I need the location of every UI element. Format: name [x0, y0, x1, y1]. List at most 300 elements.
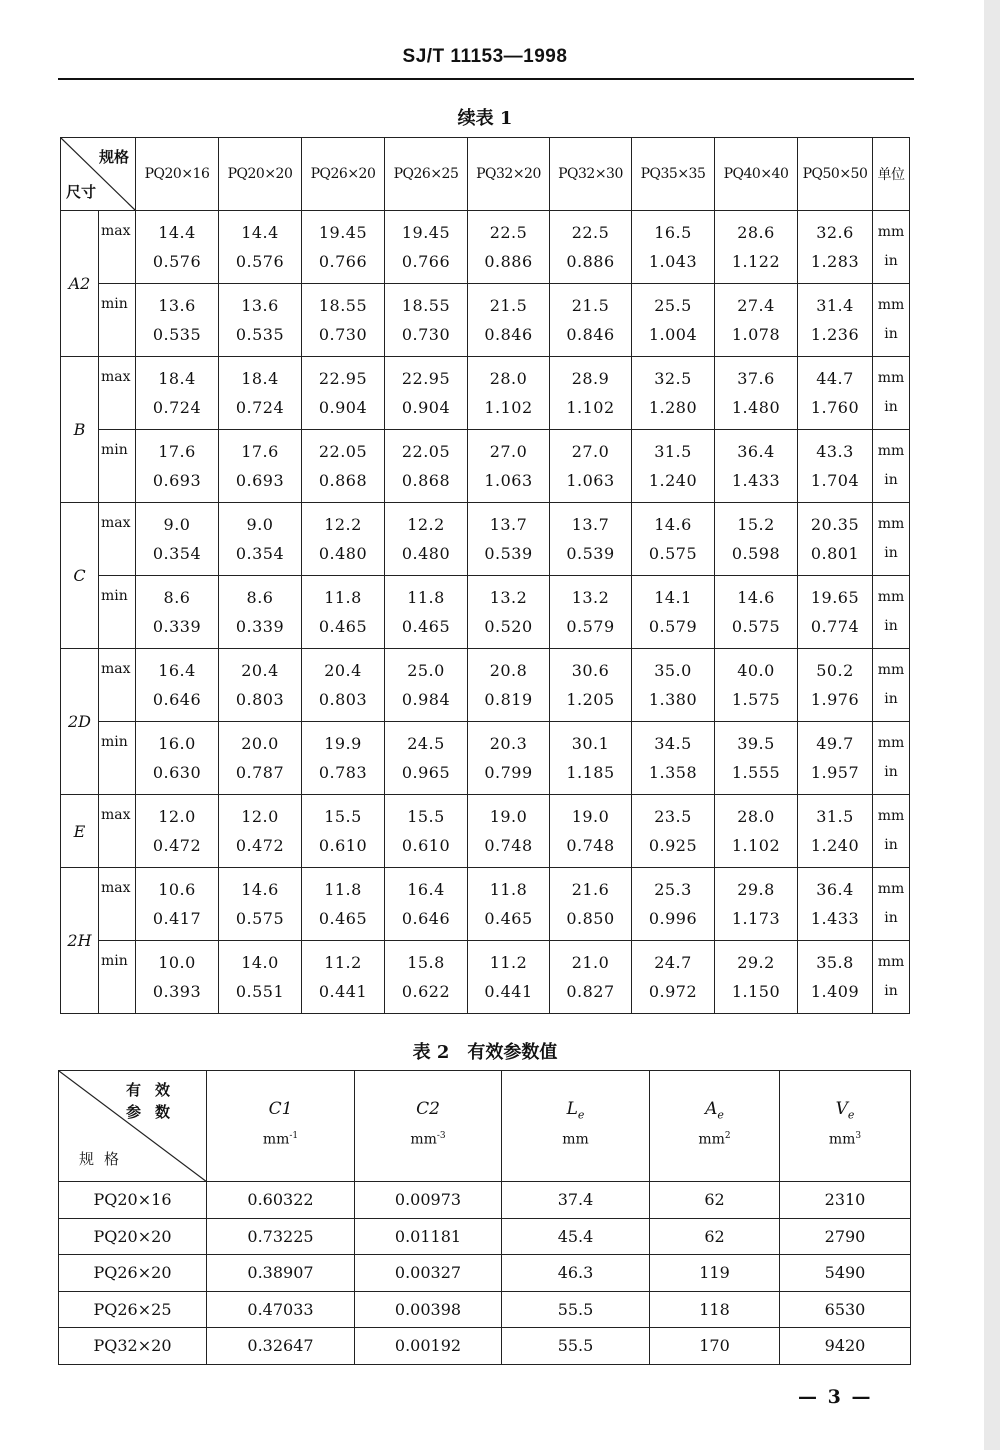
value-mm: 13.2	[489, 588, 528, 607]
value-in: 0.904	[318, 398, 368, 417]
value-in: 1.185	[566, 763, 615, 782]
column-header: PQ20×16	[136, 138, 219, 211]
value-mm: 17.6	[158, 442, 196, 461]
value-mm: 25.0	[407, 661, 445, 680]
value-cell	[468, 576, 550, 649]
table-row	[61, 649, 910, 722]
value-cell	[632, 357, 715, 430]
value-mm: 32.6	[816, 223, 854, 242]
param-name	[355, 1099, 501, 1121]
param-unit-base: mm	[262, 1132, 290, 1149]
limit-label: max	[99, 357, 136, 430]
value-mm: 23.5	[654, 807, 692, 826]
value-mm: 27.4	[737, 296, 775, 315]
unit-in: in	[884, 326, 898, 342]
value-in: 1.043	[648, 252, 698, 271]
param-unit-base: mm	[828, 1132, 856, 1149]
value-mm: 15.8	[407, 953, 445, 972]
table2-caption: 表 2 有效参数值	[412, 1042, 558, 1063]
value-mm: 11.2	[489, 953, 528, 972]
value-in: 0.886	[566, 252, 615, 271]
unit-in: in	[884, 618, 898, 634]
value-cell	[550, 868, 632, 941]
value-cell	[302, 357, 385, 430]
corner-param-line1: 有效	[125, 1081, 184, 1099]
param-name	[780, 1099, 910, 1121]
value-in: 0.904	[401, 398, 451, 417]
value-mm: 11.2	[324, 953, 362, 972]
dimension-label: 2H	[61, 868, 99, 1014]
value-in: 1.280	[648, 398, 698, 417]
limit-label: min	[99, 430, 136, 503]
value-mm: 14.4	[158, 223, 196, 242]
value-in: 1.555	[731, 763, 781, 782]
value-cell	[550, 722, 632, 795]
limit-label: min	[99, 284, 136, 357]
value-cell	[550, 430, 632, 503]
dimension-label: B	[61, 357, 99, 503]
value-cell	[550, 357, 632, 430]
unit-cell	[873, 795, 910, 868]
value-cell: 2310	[780, 1182, 911, 1219]
value-cell: 55.5	[502, 1291, 650, 1328]
value-cell	[219, 503, 302, 576]
value-mm: 28.0	[489, 369, 528, 388]
dimension-label: C	[61, 503, 99, 649]
value-cell	[302, 211, 385, 284]
value-mm: 22.05	[318, 442, 368, 461]
value-cell	[798, 722, 873, 795]
value-mm: 22.05	[401, 442, 451, 461]
value-cell	[798, 284, 873, 357]
value-mm: 36.4	[816, 880, 854, 899]
value-cell	[715, 795, 798, 868]
value-in: 0.551	[235, 982, 285, 1001]
value-in: 0.730	[318, 325, 368, 344]
value-cell	[468, 430, 550, 503]
value-in: 1.173	[731, 909, 781, 928]
column-header: PQ50×50	[798, 138, 873, 211]
value-cell	[302, 576, 385, 649]
value-mm: 27.0	[571, 442, 610, 461]
limit-label: max	[99, 503, 136, 576]
value-cell	[468, 503, 550, 576]
value-mm: 19.9	[324, 734, 362, 753]
value-mm: 9.0	[246, 515, 274, 534]
value-in: 0.598	[731, 544, 781, 563]
value-cell	[715, 430, 798, 503]
unit-cell	[873, 576, 910, 649]
value-mm: 30.1	[571, 734, 610, 753]
value-in: 0.354	[235, 544, 285, 563]
value-cell	[302, 430, 385, 503]
value-cell	[219, 284, 302, 357]
param-name	[650, 1099, 779, 1121]
value-cell	[468, 284, 550, 357]
param-symbol: L	[566, 1099, 578, 1119]
value-in: 0.886	[484, 252, 533, 271]
param-unit	[355, 1131, 501, 1148]
corner-param-label	[126, 1079, 184, 1123]
value-mm: 50.2	[816, 661, 854, 680]
param-header	[355, 1071, 502, 1182]
value-mm: 25.3	[654, 880, 692, 899]
table-row	[61, 576, 910, 649]
value-cell	[550, 795, 632, 868]
value-in: 0.339	[152, 617, 202, 636]
value-cell: 0.32647	[207, 1328, 355, 1365]
value-cell	[715, 211, 798, 284]
value-mm: 15.5	[407, 807, 445, 826]
value-mm: 40.0	[737, 661, 775, 680]
value-in: 0.441	[318, 982, 368, 1001]
value-cell	[798, 795, 873, 868]
unit-mm: mm	[877, 443, 905, 459]
value-mm: 20.4	[324, 661, 362, 680]
unit-in: in	[884, 983, 898, 999]
table-row	[59, 1291, 911, 1328]
value-in: 0.465	[401, 617, 451, 636]
param-unit	[207, 1131, 354, 1148]
value-cell	[219, 430, 302, 503]
value-in: 0.766	[318, 252, 368, 271]
value-mm: 10.0	[158, 953, 196, 972]
value-in: 0.774	[810, 617, 860, 636]
dimension-label: A2	[61, 211, 99, 357]
param-unit-exp: -3	[436, 1131, 446, 1142]
value-in: 1.063	[566, 471, 615, 490]
value-cell: 0.01181	[355, 1218, 502, 1255]
value-mm: 20.35	[810, 515, 860, 534]
limit-label: max	[99, 649, 136, 722]
value-mm: 44.7	[816, 369, 854, 388]
value-mm: 11.8	[407, 588, 445, 607]
value-cell	[798, 868, 873, 941]
param-symbol: C1	[268, 1099, 293, 1119]
value-mm: 8.6	[246, 588, 274, 607]
value-in: 1.102	[484, 398, 533, 417]
column-header: PQ32×30	[550, 138, 632, 211]
param-unit	[780, 1131, 910, 1148]
param-subscript: e	[847, 1108, 855, 1122]
value-mm: 16.4	[407, 880, 445, 899]
value-in: 0.480	[318, 544, 368, 563]
value-cell	[468, 868, 550, 941]
value-mm: 22.95	[401, 369, 451, 388]
value-mm: 10.6	[158, 880, 196, 899]
value-cell	[715, 649, 798, 722]
value-cell	[385, 868, 468, 941]
value-mm: 13.2	[571, 588, 610, 607]
value-in: 1.433	[810, 909, 860, 928]
value-cell	[136, 722, 219, 795]
table-row	[61, 795, 910, 868]
param-header	[207, 1071, 355, 1182]
value-mm: 22.95	[318, 369, 368, 388]
value-in: 0.846	[566, 325, 615, 344]
value-cell	[715, 357, 798, 430]
value-in: 0.622	[401, 982, 451, 1001]
value-cell: 62	[650, 1218, 780, 1255]
spec-cell: PQ20×20	[59, 1218, 207, 1255]
value-in: 0.803	[235, 690, 285, 709]
value-cell	[798, 357, 873, 430]
value-mm: 12.2	[324, 515, 362, 534]
value-mm: 14.4	[241, 223, 279, 242]
value-cell	[715, 576, 798, 649]
column-header: PQ35×35	[632, 138, 715, 211]
value-cell	[302, 649, 385, 722]
unit-mm: mm	[877, 881, 905, 897]
value-cell	[136, 284, 219, 357]
table1-corner-cell	[61, 138, 136, 211]
value-cell	[632, 722, 715, 795]
value-mm: 11.8	[489, 880, 528, 899]
value-cell	[302, 941, 385, 1014]
value-in: 0.724	[152, 398, 202, 417]
value-cell: 170	[650, 1328, 780, 1365]
dimension-label: E	[61, 795, 99, 868]
value-cell	[798, 503, 873, 576]
unit-mm: mm	[877, 589, 905, 605]
value-in: 0.465	[318, 909, 368, 928]
value-in: 0.575	[731, 617, 781, 636]
value-mm: 49.7	[816, 734, 854, 753]
corner-param-line2: 参数	[125, 1103, 184, 1121]
value-cell	[468, 357, 550, 430]
value-cell: 9420	[780, 1328, 911, 1365]
value-mm: 28.0	[737, 807, 775, 826]
value-cell: 45.4	[502, 1218, 650, 1255]
value-in: 1.236	[810, 325, 860, 344]
value-in: 1.957	[810, 763, 860, 782]
value-cell	[715, 722, 798, 795]
value-in: 0.868	[401, 471, 451, 490]
table-row	[61, 722, 910, 795]
unit-in: in	[884, 910, 898, 926]
param-unit	[502, 1131, 649, 1148]
value-cell: 5490	[780, 1255, 911, 1292]
value-mm: 18.55	[401, 296, 451, 315]
value-in: 0.393	[152, 982, 202, 1001]
value-mm: 31.5	[654, 442, 692, 461]
value-mm: 14.6	[241, 880, 279, 899]
value-mm: 19.0	[571, 807, 610, 826]
value-cell	[715, 284, 798, 357]
unit-in: in	[884, 253, 898, 269]
value-in: 0.465	[318, 617, 368, 636]
value-cell	[550, 649, 632, 722]
value-cell	[136, 430, 219, 503]
value-cell	[385, 430, 468, 503]
value-in: 1.358	[648, 763, 698, 782]
value-mm: 14.6	[654, 515, 692, 534]
value-in: 0.535	[235, 325, 285, 344]
value-cell	[385, 941, 468, 1014]
value-cell	[136, 503, 219, 576]
param-unit-exp: 2	[724, 1131, 731, 1142]
value-cell	[385, 503, 468, 576]
param-name	[502, 1099, 649, 1121]
value-cell	[302, 284, 385, 357]
value-cell	[302, 722, 385, 795]
value-mm: 25.5	[654, 296, 692, 315]
value-cell: 46.3	[502, 1255, 650, 1292]
spec-cell: PQ32×20	[59, 1328, 207, 1365]
table1-header-row	[61, 138, 910, 211]
table-row	[61, 941, 910, 1014]
spec-cell: PQ26×20	[59, 1255, 207, 1292]
param-symbol: A	[705, 1099, 718, 1119]
header-rule	[58, 78, 914, 80]
value-in: 1.575	[731, 690, 781, 709]
value-cell	[385, 357, 468, 430]
value-in: 0.465	[484, 909, 533, 928]
limit-label: max	[99, 211, 136, 284]
value-in: 0.472	[235, 836, 285, 855]
value-cell: 6530	[780, 1291, 911, 1328]
value-mm: 30.6	[571, 661, 610, 680]
value-in: 0.576	[152, 252, 202, 271]
value-cell	[385, 795, 468, 868]
value-mm: 14.0	[241, 953, 279, 972]
value-cell	[632, 576, 715, 649]
param-header	[650, 1071, 780, 1182]
limit-label: min	[99, 576, 136, 649]
unit-mm: mm	[877, 224, 905, 240]
value-in: 0.803	[318, 690, 368, 709]
value-in: 1.283	[810, 252, 860, 271]
value-cell: 55.5	[502, 1328, 650, 1365]
value-cell	[798, 649, 873, 722]
value-cell	[219, 795, 302, 868]
value-mm: 21.6	[571, 880, 610, 899]
value-mm: 13.7	[571, 515, 610, 534]
value-cell	[385, 211, 468, 284]
value-in: 0.819	[484, 690, 533, 709]
value-in: 0.441	[484, 982, 533, 1001]
value-in: 0.766	[401, 252, 451, 271]
value-mm: 22.5	[571, 223, 610, 242]
column-header: PQ32×20	[468, 138, 550, 211]
table-row	[61, 503, 910, 576]
value-cell	[715, 868, 798, 941]
table2-corner-cell	[59, 1071, 207, 1182]
value-mm: 35.8	[816, 953, 854, 972]
unit-header: 单位	[873, 138, 910, 211]
value-in: 1.380	[648, 690, 698, 709]
value-cell	[385, 284, 468, 357]
table-row	[59, 1255, 911, 1292]
value-cell	[136, 649, 219, 722]
value-in: 0.646	[152, 690, 202, 709]
value-in: 1.078	[731, 325, 781, 344]
value-mm: 31.5	[816, 807, 854, 826]
unit-in: in	[884, 472, 898, 488]
value-cell	[136, 795, 219, 868]
value-mm: 16.5	[654, 223, 692, 242]
value-in: 0.610	[318, 836, 368, 855]
column-header: PQ26×20	[302, 138, 385, 211]
value-cell	[385, 576, 468, 649]
value-cell	[468, 649, 550, 722]
value-cell	[715, 941, 798, 1014]
value-cell	[136, 357, 219, 430]
value-cell: 0.00398	[355, 1291, 502, 1328]
column-header: PQ20×20	[219, 138, 302, 211]
value-cell: 0.00973	[355, 1182, 502, 1219]
value-cell	[550, 211, 632, 284]
value-cell	[632, 795, 715, 868]
param-header	[502, 1071, 650, 1182]
value-in: 1.760	[810, 398, 860, 417]
unit-cell	[873, 430, 910, 503]
value-mm: 19.45	[401, 223, 451, 242]
value-mm: 9.0	[163, 515, 191, 534]
value-cell	[136, 868, 219, 941]
table-row	[59, 1328, 911, 1365]
value-mm: 13.7	[489, 515, 528, 534]
table-row	[61, 868, 910, 941]
value-cell	[219, 211, 302, 284]
value-cell	[550, 284, 632, 357]
spec-cell: PQ26×25	[59, 1291, 207, 1328]
param-subscript: e	[577, 1108, 585, 1122]
dimension-label: 2D	[61, 649, 99, 795]
unit-cell	[873, 503, 910, 576]
value-in: 0.693	[235, 471, 285, 490]
corner-size-label: 尺寸	[66, 183, 97, 201]
value-in: 1.704	[810, 471, 860, 490]
value-cell: 37.4	[502, 1182, 650, 1219]
param-subscript: e	[717, 1108, 724, 1122]
value-mm: 31.4	[816, 296, 854, 315]
value-cell	[468, 795, 550, 868]
value-in: 1.480	[731, 398, 781, 417]
value-in: 0.748	[566, 836, 615, 855]
value-cell	[302, 503, 385, 576]
value-cell	[136, 576, 219, 649]
value-in: 0.868	[318, 471, 368, 490]
value-mm: 34.5	[654, 734, 692, 753]
spec-cell: PQ20×16	[59, 1182, 207, 1219]
value-mm: 19.45	[318, 223, 368, 242]
value-cell: 0.00192	[355, 1328, 502, 1365]
limit-label: max	[99, 868, 136, 941]
value-mm: 28.9	[571, 369, 610, 388]
unit-mm: mm	[877, 954, 905, 970]
value-in: 0.575	[648, 544, 698, 563]
value-in: 0.799	[484, 763, 533, 782]
param-unit-exp: -1	[289, 1131, 299, 1142]
value-cell: 118	[650, 1291, 780, 1328]
unit-cell	[873, 649, 910, 722]
table2-header-row	[59, 1071, 911, 1182]
value-in: 1.409	[810, 982, 860, 1001]
value-mm: 12.2	[407, 515, 445, 534]
param-unit-base: mm	[562, 1132, 589, 1149]
table-row	[61, 284, 910, 357]
value-mm: 43.3	[816, 442, 854, 461]
value-cell	[219, 722, 302, 795]
value-in: 0.480	[401, 544, 451, 563]
value-in: 1.004	[648, 325, 698, 344]
value-cell: 0.47033	[207, 1291, 355, 1328]
value-in: 0.724	[235, 398, 285, 417]
param-unit	[650, 1131, 779, 1148]
value-cell	[798, 211, 873, 284]
unit-in: in	[884, 399, 898, 415]
